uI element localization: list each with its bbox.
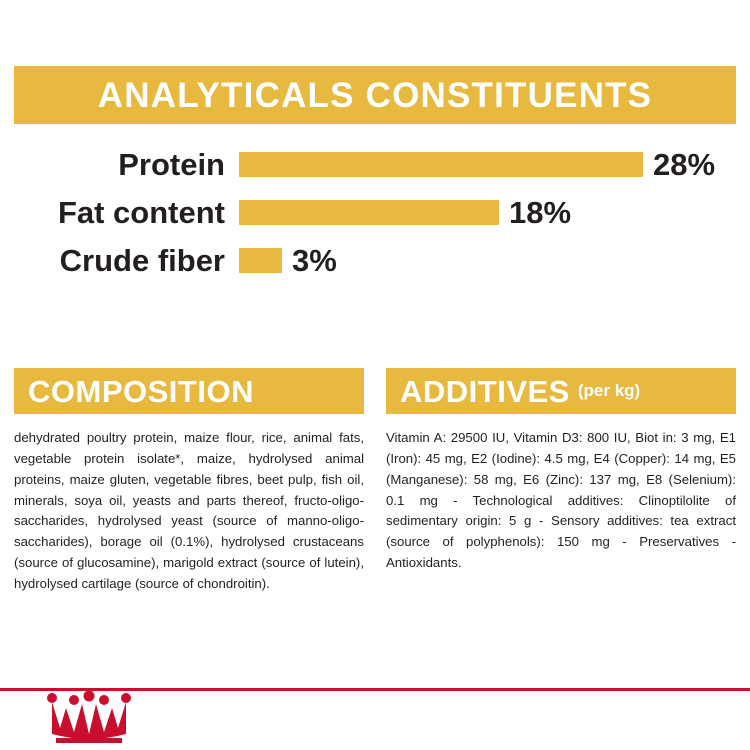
bar-value-protein: 28% bbox=[653, 146, 716, 182]
additives-text: Vitamin A: 29500 IU, Vitamin D3: 800 IU, Biot in: 3 mg, E1 (Iron): 45 mg, E2 (Iodine): 4.5 mg, E4 (Copper): 14 mg, E5 (Manganese): 58 mg, E6 (Zinc): 137 mg, E8 (Selenium): 0.1 mg - Technological additives: Clinoptilolite of sedimentary origin: 5 g - Sensory additives: tea extract (source of polyphenols): 150 mg - Preservatives - Antioxidants. bbox=[386, 430, 736, 571]
additives-header bbox=[386, 368, 736, 414]
bar-track-crude-fiber bbox=[239, 236, 736, 284]
bar-fill-protein bbox=[239, 152, 643, 177]
additives-title: ADDITIVES bbox=[400, 373, 570, 409]
composition-panel bbox=[14, 368, 364, 595]
bar-label-fat-content: Fat content bbox=[57, 194, 225, 230]
analyticals-header bbox=[14, 66, 736, 124]
composition-header bbox=[14, 368, 364, 414]
bar-label-crude-fiber: Crude fiber bbox=[59, 242, 225, 278]
bar-label-protein: Protein bbox=[118, 146, 225, 182]
bar-row bbox=[14, 140, 736, 188]
info-panels bbox=[14, 368, 736, 595]
bar-fill-crude-fiber bbox=[239, 248, 282, 273]
composition-text: dehydrated poultry protein, maize flour, rice, animal fats, vegetable protein isolate*, maize, hydrolysed animal proteins, maize gluten, vegetable fibres, beet pulp, fish oil, minerals, soya oil, yeasts and parts thereof, fructo-oligo-saccharides, hydrolysed yeast (source of manno-oligo- saccharides), borage oil (0.1%), hydrolysed crustaceans (source of glucosamine), marigold extract (source of lutein), hydrolysed cartilage (source of chondroitin). bbox=[14, 430, 364, 592]
bar-row bbox=[14, 236, 736, 284]
bar-track-protein bbox=[239, 140, 736, 188]
composition-title: COMPOSITION bbox=[28, 373, 254, 409]
bar-row bbox=[14, 188, 736, 236]
analyticals-title: ANALYTICALS CONSTITUENTS bbox=[97, 75, 653, 115]
additives-subtitle: (per kg) bbox=[577, 380, 641, 400]
analyticals-bar-chart bbox=[14, 140, 736, 284]
bar-value-fat-content: 18% bbox=[509, 194, 572, 230]
royal-canin-crown-logo-icon bbox=[46, 688, 132, 750]
bar-track-fat-content bbox=[239, 188, 736, 236]
bar-fill-fat-content bbox=[239, 200, 499, 225]
additives-panel bbox=[386, 368, 736, 595]
bar-value-crude-fiber: 3% bbox=[292, 242, 337, 278]
